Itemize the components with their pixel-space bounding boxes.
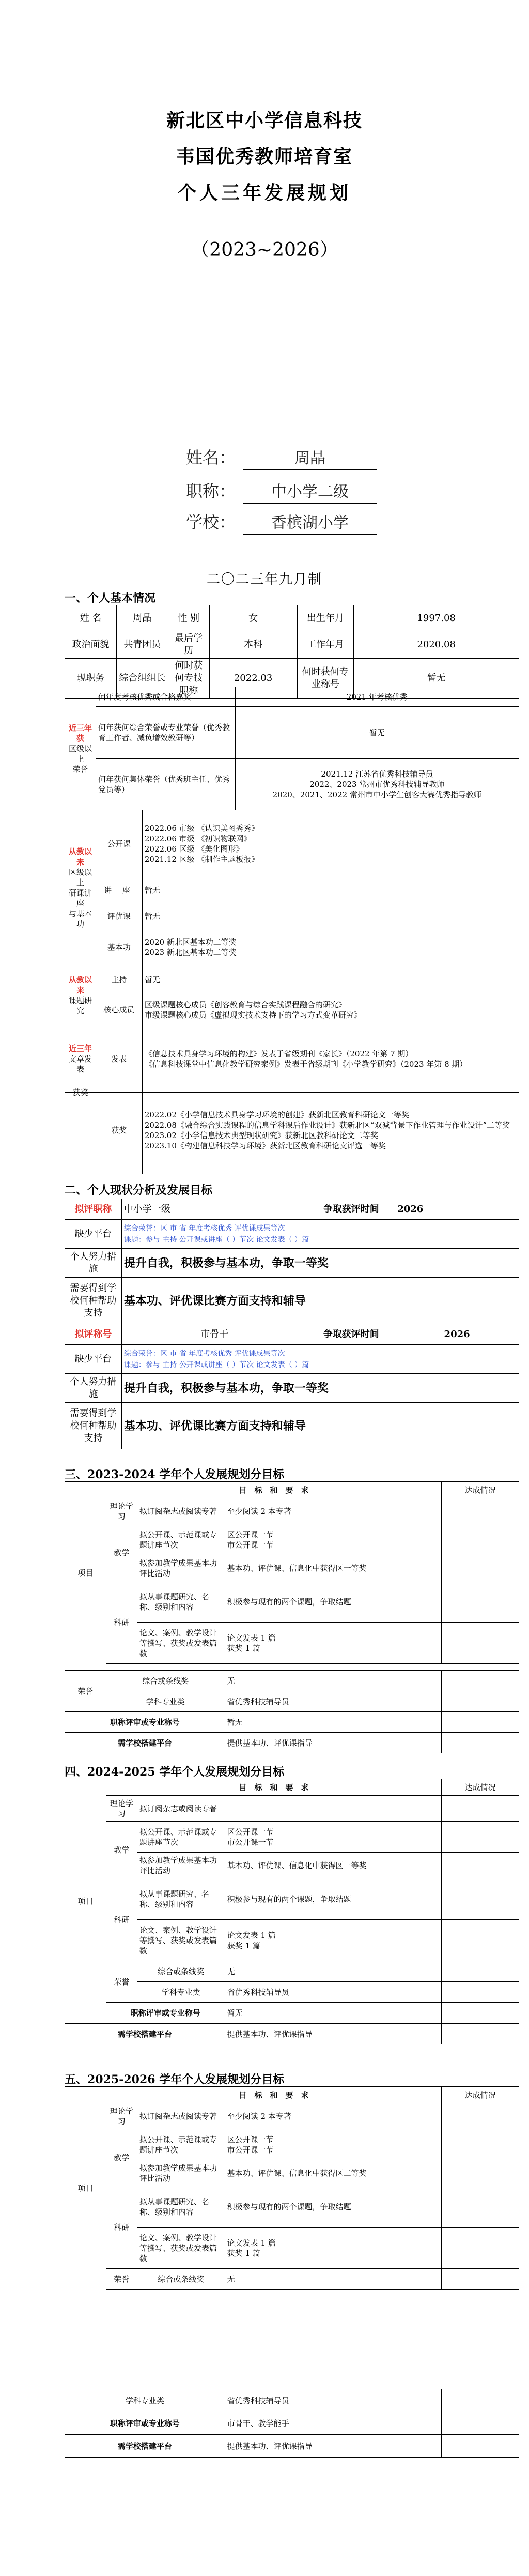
cover-title-line2: 韦国优秀教师培育室 — [176, 146, 353, 168]
awards-table: 获奖 获奖 2022.02《小学信息技术具身学习环境的创建》获新北区教育科研论文一等奖 2022.08《融合综合实践课程的信息学科课后作业设计》获新北区“双减背景下作业管理与作业设计”二等奖 2023.02《小学信息技术典型现状研究》获新北区教科研论文二等奖 2023.10《构建信息科技学习环境》获新北区教育科研论文评选一等奖 — [65, 1086, 519, 1174]
research-side-label: 从教以来 课题研究 — [65, 965, 96, 1025]
cover-title-label: 职称： — [186, 481, 236, 501]
activities-side-label: 从教以来 区级以上 研课讲座 与基本功 — [65, 810, 96, 965]
table-row: 政治面貌 共青团员 最后学历 本科 工作年月 2020.08 — [65, 631, 519, 659]
cover-school-label: 学校： — [186, 512, 236, 532]
cover-name-value: 周晶 — [243, 448, 377, 470]
basic-info-table — [65, 605, 519, 699]
honor-side-label: 近三年获 区级以上 荣誉 — [65, 687, 96, 810]
section-2-heading: 二、个人现状分析及发展目标 — [65, 1184, 213, 1197]
section-1-heading: 一、个人基本情况 — [65, 592, 156, 605]
cover-title-line1: 新北区中小学信息科技 — [166, 110, 363, 131]
papers-side-label: 近三年 文章发表 — [65, 1025, 96, 1093]
plan-2023-honor-table: 荣誉 综合或条线奖 无 学科专业类 省优秀科技辅导员 职称评审或专业称号 暂无 需学校搭建平台 提供基本功、评优课指导 — [65, 1670, 519, 1753]
gap-checkboxes[interactable]: 综合荣誉：区 市 省 年度考核优秀 评优课成果等次 课题：参与 主持 公开课或讲座（ ）节次 论文发表（ ）篇 — [121, 1220, 519, 1249]
plan-2023-table: 项目 目 标 和 要 求 达成情况 理论学习 拟订阅杂志或阅读专著 至少阅读 2 本专著 教学 拟公开课、示范课或专题讲座节次 区公开课一节 市公开课一节 拟参加教学成果基本功评比活动 基本功、评优课、信息化中获得区一等奖 科研 拟从事课题研究、名称、级别和内容 积极参与现有的两个课题，争取结题 论文、案例、教学设计等撰写、获奖或发表篇数 论文发表 1 篇 获奖 1 篇 — [65, 1481, 519, 1664]
gap-checkboxes-2[interactable]: 综合荣誉：区 市 省 年度考核优秀 评优课成果等次 课题：参与 主持 公开课或讲座（ ）节次 论文发表（ ）篇 — [121, 1345, 519, 1374]
table-row: 现职务 综合组组长 何时获何专技职称 2022.03 何时获何专业称号 暂无 — [65, 659, 519, 699]
cover-period: （2023~2026） — [191, 239, 338, 261]
plan-2025-extra-table: 学科专业类 省优秀科技辅导员 职称评审或专业称号 市骨干、教学能手 需学校搭建平台 提供基本功、评优课指导 — [65, 2389, 519, 2458]
cover-date: 二〇二三年九月制 — [206, 572, 322, 587]
plan-2025-table: 项目 目 标 和 要 求 达成情况 理论学习 拟订阅杂志或阅读专著 至少阅读 2 本专著 教学 拟公开课、示范课或专题讲座节次 区公开课一节 市公开课一节 拟参加教学成果基本功评比活动 基本功、评优课、信息化中获得区二等奖 科研 拟从事课题研究、名称、级别和内容 积极参与现有的两个课题，争取结题 论文、案例、教学设计等撰写、获奖或发表篇数 论文发表 1 篇 获奖 1 篇 荣誉 综合或条线奖 无 — [65, 2086, 519, 2290]
section-3-heading: 三、2023-2024 学年个人发展规划分目标 — [65, 1468, 285, 1481]
cover-title-row — [186, 478, 377, 504]
cover-title-value: 中小学二级 — [243, 482, 377, 504]
cover-school-value: 香槟湖小学 — [243, 513, 377, 535]
cover-title-line3: 个人三年发展规划 — [177, 182, 351, 204]
table-row: 姓 名 周晶 性 别 女 出生年月 1997.08 — [65, 605, 519, 631]
goals-table: 拟评职称 中小学一级 争取获评时间 2026 缺少平台 综合荣誉：区 市 省 年度考核优秀 评优课成果等次 课题：参与 主持 公开课或讲座（ ）节次 论文发表（ ）篇 个人努力措施 提升自我，积极参与基本功，争取一等奖 需要得到学校何种帮助支持 基本功、评优课比赛方面支持和辅导 拟评称号 市骨干 争取获评时间 2026 缺少平台 综合荣誉：区 市 省 年度考核优秀 评优课成果等次 课题：参与 主持 公开课或讲座（ ）节次 论文发表（ ）篇 个人努力措施 提升自我，积极参与基本功，争取一等奖 需要得到学校何种帮助支持 基本功、评优课比赛方面支持和辅导 — [65, 1199, 519, 1449]
honors-table: 近三年获 区级以上 荣誉 何年度考核优秀或合格嘉奖 2021 年考核优秀 何年获何综合荣誉或专业荣誉（优秀教育工作者、减负增效教研等） 暂无 何年获何集体荣誉（优秀班主任、优秀党员等） 2021.12 江苏省优秀科技辅导员 2022、2023 常州市优秀科技辅导教师 2020、2021、2022 常州市中小学生创客大赛优秀指导教师 从教以来 区级以上 研课讲座 与基本功 公开课 2022.06 市级 《认识美图秀秀》 2022.06 市级 《初识物联网》 2022.06 区级 《美化图形》 2021.12 区级 《制作主题板报》 讲 座 暂无 评优课 暂无 基本功 2020 新北区基本功二等奖 2023 新北区基本功二等奖 从教以来 课题研究 主持 暂无 核心成员 区级课题核心成员《创客教育与综合实践课程融合的研究》 市级课题核心成员《虚拟现实技术支持下的学习方式变革研究》 近三年 文章发表 发表 《信息技术具身学习环境的构建》发表于省级期刊《家长》（2022 年第 7 期） 《信息科技课堂中信息化教学研究案例》发表于省级期刊《小学教学研究》（2023 年第 8 期） — [65, 687, 519, 1093]
cover-name-row — [186, 445, 377, 470]
section-4-heading: 四、2024-2025 学年个人发展规划分目标 — [65, 1765, 285, 1779]
cover-school-row — [186, 509, 377, 535]
plan-2024-table: 项目 目 标 和 要 求 达成情况 理论学习 拟订阅杂志或阅读专著 教学 拟公开课、示范课或专题讲座节次 区公开课一节 市公开课一节 拟参加教学成果基本功评比活动 基本功、评优课、信息化中获得区一等奖 科研 拟从事课题研究、名称、级别和内容 积极参与现有的两个课题，争取结题 论文、案例、教学设计等撰写、获奖或发表篇数 论文发表 1 篇 获奖 1 篇 荣誉 综合或条线奖 无 学科专业类 省优秀科技辅导员 职称评审或专业称号 暂无 — [65, 1779, 519, 2023]
cover-name-label: 姓名： — [186, 448, 236, 467]
plan-2024-platform-table: 需学校搭建平台 提供基本功、评优课指导 — [65, 2023, 519, 2044]
section-5-heading: 五、2025-2026 学年个人发展规划分目标 — [65, 2073, 285, 2086]
